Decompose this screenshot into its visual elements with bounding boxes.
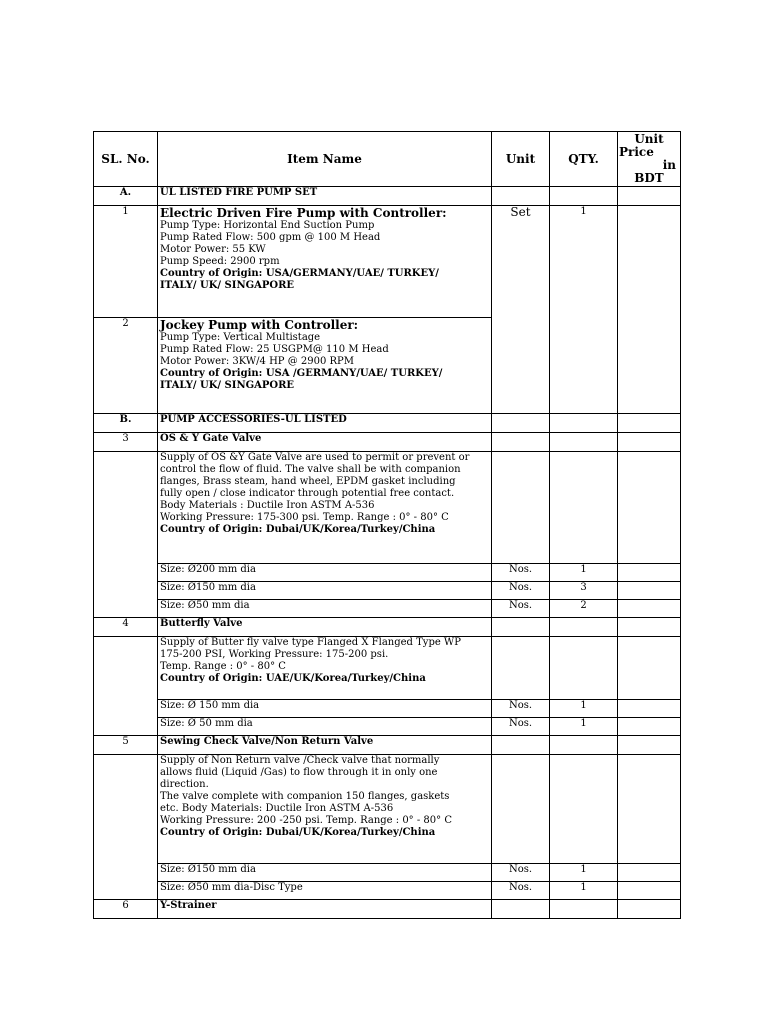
header-row <box>94 132 681 187</box>
item-3-sl: 3 <box>94 433 158 452</box>
item-3-title: OS & Y Gate Valve <box>158 433 492 452</box>
item-4-description-row <box>94 637 681 700</box>
item-4-size-row <box>94 718 681 736</box>
section-a-sl: A. <box>94 187 158 206</box>
item-3-description-row <box>94 452 681 564</box>
header-unit: Unit <box>492 132 550 187</box>
section-b-row <box>94 414 681 433</box>
header-unit-price: Unit Price in BDT <box>618 132 681 187</box>
item-6-sl: 6 <box>94 900 158 919</box>
item-1-row <box>94 206 681 318</box>
item-4-unit-2: Nos. <box>492 718 550 736</box>
section-a-unit: Set <box>492 206 550 414</box>
item-4-description: Supply of Butter fly valve type Flanged X Flanged Type WP 175-200 PSI, Working Pressure: 175-200 psi. Temp. Range : 0° - 80° C Country of Origin: UAE/UK/Korea/Turkey/China <box>158 637 492 700</box>
item-1-description: Electric Driven Fire Pump with Controller: Pump Type: Horizontal End Suction Pump Pump Rated Flow: 500 gpm @ 100 M Head Motor Power: 55 KW Pump Speed: 2900 rpm Country of Origin: USA/GERMANY/UAE/ TURKEY/ ITALY/ UK/ SINGAPORE <box>158 206 492 318</box>
item-3-size-row <box>94 582 681 600</box>
item-1-sl: 1 <box>94 206 158 318</box>
item-4-size-2: Size: Ø 50 mm dia <box>158 718 492 736</box>
item-6-title-row <box>94 900 681 919</box>
item-3-qty-2: 3 <box>550 582 618 600</box>
item-3-unit-1: Nos. <box>492 564 550 582</box>
header-sl-no: SL. No. <box>94 132 158 187</box>
item-2-description: Jockey Pump with Controller: Pump Type: Vertical Multistage Pump Rated Flow: 25 USGPM@ 110 M Head Motor Power: 3KW/4 HP @ 2900 RPM Country of Origin: USA /GERMANY/UAE/ TURKEY/ ITALY/ UK/ SINGAPORE <box>158 318 492 414</box>
section-a-title: UL LISTED FIRE PUMP SET <box>158 187 492 206</box>
item-6-title: Y-Strainer <box>158 900 492 919</box>
section-a-row <box>94 187 681 206</box>
item-3-size-2: Size: Ø150 mm dia <box>158 582 492 600</box>
item-3-size-row <box>94 600 681 618</box>
item-5-size-1: Size: Ø150 mm dia <box>158 864 492 882</box>
item-1-title: Electric Driven Fire Pump with Controller: <box>160 206 447 220</box>
item-3-unit-3: Nos. <box>492 600 550 618</box>
item-5-qty-2: 1 <box>550 882 618 900</box>
header-qty: QTY. <box>550 132 618 187</box>
item-5-unit-1: Nos. <box>492 864 550 882</box>
item-5-description: Supply of Non Return valve /Check valve that normally allows fluid (Liquid /Gas) to flow through it in only one direction. The valve complete with companion 150 flanges, gaskets etc. Body Materials: Ductile Iron ASTM A-536 Working Pressure: 200 -250 psi. Temp. Range : 0° - 80° C Country of Origin: Dubai/UK/Korea/Turkey/China <box>158 755 492 864</box>
header-item-name: Item Name <box>158 132 492 187</box>
item-5-title-row <box>94 736 681 755</box>
section-b-sl: B. <box>94 414 158 433</box>
item-3-size-3: Size: Ø50 mm dia <box>158 600 492 618</box>
item-4-size-1: Size: Ø 150 mm dia <box>158 700 492 718</box>
section-a-qty: 1 <box>550 206 618 414</box>
item-3-qty-3: 2 <box>550 600 618 618</box>
item-4-unit-1: Nos. <box>492 700 550 718</box>
item-2-title: Jockey Pump with Controller: <box>160 318 359 332</box>
section-a-price <box>618 206 681 414</box>
item-4-qty-1: 1 <box>550 700 618 718</box>
item-3-description: Supply of OS &Y Gate Valve are used to permit or prevent or control the flow of fluid. The valve shall be with companion flanges, Brass steam, hand wheel, EPDM gasket including fully open / close indicator through potential free contact. Body Materials : Ductile Iron ASTM A-536 Working Pressure: 175-300 psi. Temp. Range : 0° - 80° C Country of Origin: Dubai/UK/Korea/Turkey/China <box>158 452 492 564</box>
item-5-qty-1: 1 <box>550 864 618 882</box>
section-b-title: PUMP ACCESSORIES-UL LISTED <box>158 414 492 433</box>
item-3-title-row <box>94 433 681 452</box>
item-4-size-row <box>94 700 681 718</box>
item-3-unit-2: Nos. <box>492 582 550 600</box>
item-5-sl: 5 <box>94 736 158 755</box>
item-5-description-row <box>94 755 681 864</box>
item-4-sl: 4 <box>94 618 158 637</box>
item-2-sl: 2 <box>94 318 158 414</box>
item-5-unit-2: Nos. <box>492 882 550 900</box>
item-3-size-1: Size: Ø200 mm dia <box>158 564 492 582</box>
item-3-size-row <box>94 564 681 582</box>
item-5-title: Sewing Check Valve/Non Return Valve <box>158 736 492 755</box>
item-5-size-row <box>94 864 681 882</box>
item-4-qty-2: 1 <box>550 718 618 736</box>
item-5-size-row <box>94 882 681 900</box>
item-4-title: Butterfly Valve <box>158 618 492 637</box>
item-5-size-2: Size: Ø50 mm dia-Disc Type <box>158 882 492 900</box>
boq-table <box>93 131 681 919</box>
item-4-title-row <box>94 618 681 637</box>
item-3-qty-1: 1 <box>550 564 618 582</box>
